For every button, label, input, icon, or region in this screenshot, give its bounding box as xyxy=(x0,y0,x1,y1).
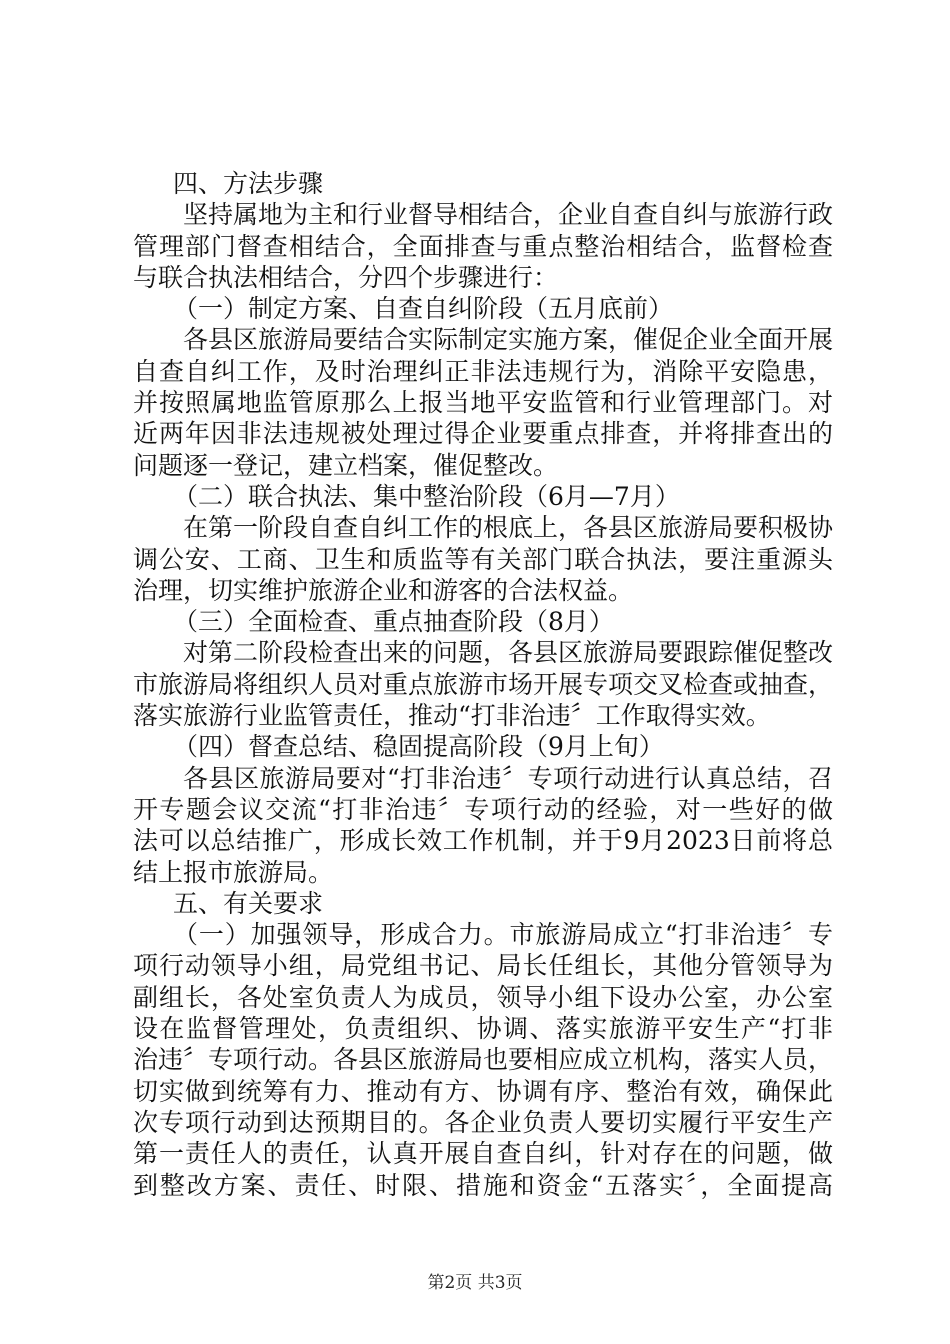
paragraph-line: 次专项行动到达预期目的。各企业负责人要切实履行平安生产 xyxy=(133,1107,833,1137)
paragraph-line: 法可以总结推广，形成长效工作机制，并于9月2023日前将总 xyxy=(133,826,833,856)
paragraph-line: 管理部门督查相结合，全面排查与重点整治相结合，监督检查 xyxy=(133,231,833,261)
document-body xyxy=(133,168,833,1201)
section-heading-line: （二）联合执法、集中整治阶段（6月—7月） xyxy=(173,481,680,511)
paragraph-line: 调公安、工商、卫生和质监等有关部门联合执法，要注重源头 xyxy=(133,544,833,574)
paragraph-line: 项行动领导小组，局党组书记、局长任组长，其他分管领导为 xyxy=(133,951,833,981)
section-heading-line: 四、方法步骤 xyxy=(173,169,324,198)
paragraph-line: 对第二阶段检查出来的问题，各县区旅游局要跟踪催促整改 xyxy=(183,638,833,668)
paragraph-line: 落实旅游行业监管责任，推动“打非治违〞工作取得实效。 xyxy=(133,701,771,731)
paragraph-line: 市旅游局将组织人员对重点旅游市场开展专项交叉检查或抽查， xyxy=(133,669,833,699)
paragraph-line: 各县区旅游局要对“打非治违〞专项行动进行认真总结，召 xyxy=(183,763,833,793)
paragraph-line: 自查自纠工作，及时治理纠正非法违规行为，消除平安隐患， xyxy=(133,356,833,386)
paragraph-line: 各县区旅游局要结合实际制定实施方案，催促企业全面开展 xyxy=(183,325,833,355)
paragraph-line: 在第一阶段自查自纠工作的根底上，各县区旅游局要积极协 xyxy=(183,513,833,543)
paragraph-line: 到整改方案、责任、时限、措施和资金“五落实〞，全面提高 xyxy=(133,1170,833,1200)
section-heading-line: 五、有关要求 xyxy=(173,888,324,918)
paragraph-line: 开专题会议交流“打非治违〞专项行动的经验，对一些好的做 xyxy=(133,794,833,824)
paragraph-line: 并按照属地监管原那么上报当地平安监管和行业管理部门。对 xyxy=(133,388,833,418)
section-heading-line: （三）全面检查、重点抽查阶段（8月） xyxy=(173,607,614,637)
paragraph-line: 治理，切实维护旅游企业和游客的合法权益。 xyxy=(133,575,634,605)
paragraph-line: 治违〞专项行动。各县区旅游局也要相应成立机构，落实人员， xyxy=(133,1045,833,1075)
paragraph-line: 结上报市旅游局。 xyxy=(133,857,334,887)
page-footer: 第2页 共3页 xyxy=(427,1273,523,1293)
paragraph-line: 与联合执法相结合，分四个步骤进行： xyxy=(133,262,559,292)
paragraph-line: 设在监督管理处，负责组织、协调、落实旅游平安生产“打非 xyxy=(133,1014,833,1044)
paragraph-line: 副组长，各处室负责人为成员，领导小组下设办公室，办公室 xyxy=(133,982,833,1012)
paragraph-line: 第一责任人的责任，认真开展自查自纠，针对存在的问题，做 xyxy=(133,1139,833,1169)
section-heading-line: （一）制定方案、自查自纠阶段（五月底前） xyxy=(173,294,674,324)
section-heading-line: （一）加强领导，形成合力。市旅游局成立“打非治违〞专 xyxy=(173,920,833,950)
paragraph-line: 近两年因非法违规被处理过得企业要重点排查，并将排查出的 xyxy=(133,419,833,449)
paragraph-line: 问题逐一登记，建立档案，催促整改。 xyxy=(133,450,559,480)
paragraph-line: 切实做到统筹有力、推动有方、协调有序、整治有效，确保此 xyxy=(133,1076,833,1106)
section-heading-line: （四）督查总结、稳固提高阶段（9月上旬） xyxy=(173,732,664,762)
paragraph-line: 坚持属地为主和行业督导相结合，企业自查自纠与旅游行政 xyxy=(183,200,833,230)
